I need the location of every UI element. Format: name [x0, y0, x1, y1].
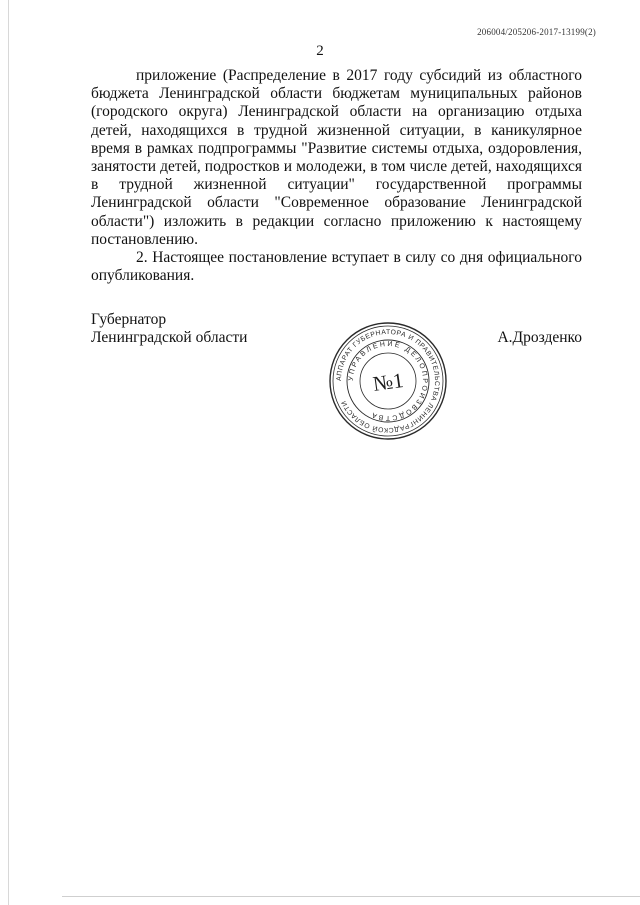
scan-bottom-edge — [62, 896, 640, 897]
paragraph-appendix: приложение (Распределение в 2017 году субсидий из областного бюджета Ленинградской области бюджетам муниципальных районов (городского округа) Ленинградской области на организацию отдыха детей, находящихся в трудной жизненной ситуации, в каникулярное время в рамках подпрограммы "Развитие системы отдыха, оздоровления, занятости детей, подростков и молодежи, в том числе детей, находящихся в трудной жизненной ситуации" государственной программы Ленинградской области "Современное образование Ленинградской области") изложить в редакции согласно приложению к настоящему постановлению. — [91, 67, 582, 248]
paragraph-effective-date: 2. Настоящее постановление вступает в силу со дня официального опубликования. — [91, 249, 582, 285]
document-body — [91, 67, 582, 285]
scan-left-edge — [8, 0, 9, 905]
stamp-outer-text: АППАРАТ ГУБЕРНАТОРА И ПРАВИТЕЛЬСТВА ЛЕНИНГРАДСКОЙ ОБЛАСТИ — [335, 328, 441, 434]
signatory-title-line-2: Ленинградской области — [91, 329, 248, 347]
signatory-title — [91, 311, 247, 347]
signature-block — [91, 311, 582, 451]
stamp-inner-text: УПРАВЛЕНИЕ ДЕЛОПРОИЗВОДСТВА — [347, 340, 429, 422]
document-id: 206004/205206-2017-13199(2) — [477, 27, 596, 37]
stamp-center-number: №1 — [371, 367, 405, 396]
signatory-title-line-1: Губернатор — [91, 311, 167, 328]
signatory-name: А.Дрозденко — [497, 329, 582, 346]
page-number: 2 — [316, 43, 324, 59]
official-seal-stamp — [326, 319, 450, 443]
